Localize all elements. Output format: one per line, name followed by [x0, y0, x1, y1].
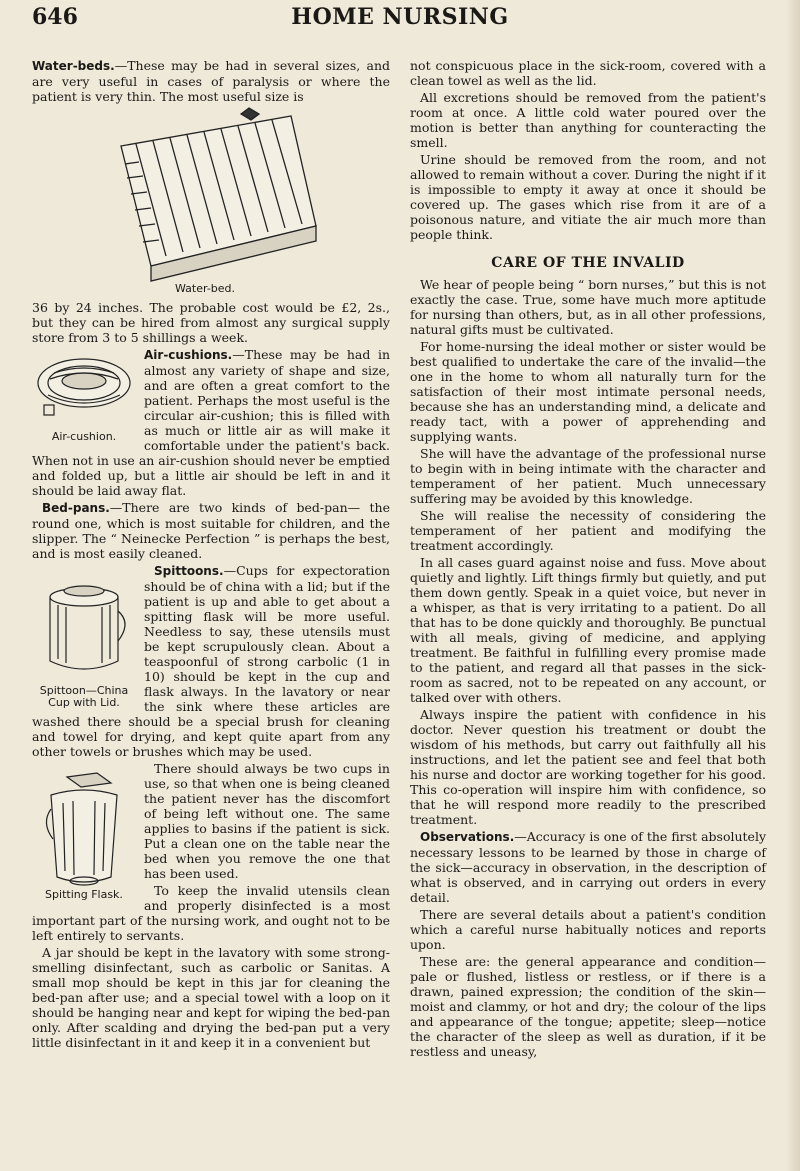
- waterbeds-size-paragraph: 36 by 24 inches. The probable cost would be £2, 2s., but they can be hired from almost any surgical supply store from 3 to 5 shillings a week.: [32, 300, 390, 345]
- continuation-paragraph: not conspicuous place in the sick-room, covered with a clean towel as well as the lid.: [410, 58, 766, 88]
- waterbed-caption: Water-bed.: [175, 282, 236, 295]
- observations-heading: Observations.: [420, 830, 515, 844]
- condition-paragraph: These are: the general appearance and condition—pale or flushed, listless or restless, or if there is a drawn, pained expression; the condition of the skin—moist and clammy, or hot and dry; the colour of the lips and appearance of the tongue; appetite; sleep—notice the character of the sleep as well as duration, if it be restless and uneasy,: [410, 954, 766, 1059]
- running-title: HOME NURSING: [291, 4, 509, 30]
- details-paragraph: There are several details about a patient's condition which a careful nurse habitually notices and reports upon.: [410, 907, 766, 952]
- doctor-confidence-paragraph: Always inspire the patient with confidence in his doctor. Never question his treatment or doubt the wisdom of his methods, but carry out faithfully all his instructions, and let the patient see and feel that both his nurse and doctor are working together for his good. This co-operation will inspire him with confidence, so that he will respond more readily to the prescribed treatment.: [410, 707, 766, 827]
- jar-paragraph: A jar should be kept in the lavatory with some strong-smelling disinfectant, such as carbolic or Sanitas. A small mop should be kept in this jar for cleaning the bed-pan after use; and a special towel with a loop on it should be hanging near and kept for wiping the bed-pan only. After scalding and drying the bed-pan put a very little disinfectant in it and keep it in a convenient but: [32, 945, 390, 1050]
- aircushions-heading: Air-cushions.: [144, 348, 233, 362]
- page-edge-shadow: [786, 0, 800, 1171]
- left-column: [32, 58, 390, 1052]
- aircushions-paragraph: Air-cushions.—These may be had in almost any variety of shape and size, and are often a great comfort to the patient. Perhaps the most useful is the circular air-cushion; this is filled with as much or little air as will make it comfortable under the patient's back. When not in use an air-cushion should never be emptied and folded up, but a little air should be left in and it should be laid away flat.: [32, 347, 390, 498]
- section-heading: CARE OF THE INVALID: [491, 255, 685, 271]
- cups-paragraph: There should always be two cups in use, so that when one is being cleaned the patient never has the discomfort of being left without one. The same applies to basins if the patient is sick. Put a clean one on the table near the bed when you remove the one that has been used.: [144, 761, 390, 881]
- noise-paragraph: In all cases guard against noise and fuss. Move about quietly and lightly. Lift things firmly but quietly, and put them down gently. Speak in a quiet voice, but never in a whisper, as that is very irritating to a patient. Do all that has to be done quickly and thoroughly. Be punctual with all meals, giving of medicine, and applying treatment. Be faithful in fulfilling every promise made to the patient, and regard all that passes in the sick-room as sacred, not to be repeated on any account, or talked over with others.: [410, 555, 766, 705]
- advantage-paragraph: She will have the advantage of the professional nurse to begin with in being intimate with the character and temperament of her patient. Much unnecessary suffering may be avoided by this knowledge.: [410, 446, 766, 506]
- spittoons-heading: Spittoons.: [154, 564, 224, 578]
- waterbeds-heading: Water-beds.: [32, 59, 115, 73]
- page-header: [32, 0, 768, 34]
- born-nurses-paragraph: We hear of people being “ born nurses,” but this is not exactly the case. True, some have much more aptitude for nursing than others, but, as in all other professions, natural gifts must be cultivated.: [410, 277, 766, 337]
- temperament-paragraph: She will realise the necessity of considering the temperament of her patient and modifying the treatment accordingly.: [410, 508, 766, 553]
- bedpans-paragraph: Bed-pans.—There are two kinds of bed-pan— the round one, which is most suitable for children, and the slipper. The “ Neinecke Perfection ” is perhaps the best, and is most easily cleaned.: [32, 500, 390, 561]
- flask-illustration: [37, 769, 131, 889]
- spittoon-figure: [32, 581, 136, 709]
- aircushion-illustration: [34, 349, 134, 431]
- bedpans-heading: Bed-pans.: [42, 501, 110, 515]
- spittoon-caption: Spittoon—China Cup with Lid.: [39, 684, 129, 709]
- flask-caption: Spitting Flask.: [45, 888, 123, 901]
- right-column: [410, 58, 766, 1061]
- waterbed-figure: [32, 106, 390, 296]
- waterbed-illustration: [91, 106, 331, 296]
- home-nursing-paragraph: For home-nursing the ideal mother or sister would be best qualified to undertake the care of the invalid—the one in the home to whom all naturally turn for the satisfaction of their most intimate personal needs, because she has an understanding mind, a delicate and ready tact, with a power of apprehending and supplying wants.: [410, 339, 766, 444]
- urine-paragraph: Urine should be removed from the room, and not allowed to remain without a cover. During the night if it is impossible to empty it away at once it should be covered up. The gases which rise from it are of a poisonous nature, and vitiate the air much more than people think.: [410, 152, 766, 242]
- excretions-paragraph: All excretions should be removed from the patient's room at once. A little cold water poured over the motion is better than anything for counteracting the smell.: [410, 90, 766, 150]
- page-number: 646: [32, 4, 78, 30]
- utensils-paragraph: To keep the invalid utensils clean and properly disinfected is a most important part of the nursing work, and ought not to be left entirely to servants.: [32, 883, 390, 943]
- flask-figure: [32, 769, 136, 901]
- spittoon-illustration: [36, 581, 132, 685]
- observations-paragraph: Observations.—Accuracy is one of the first absolutely necessary lessons to be learned by those in charge of the sick—accuracy in observation, in the description of what is observed, and in carrying out orders in every detail.: [410, 829, 766, 905]
- waterbeds-paragraph: Water-beds.—These may be had in several sizes, and are very useful in cases of paralysis or where the patient is very thin. The most useful size is: [32, 58, 390, 104]
- spittoons-paragraph: Spittoons.—Cups for expectoration should be of china with a lid; but if the patient is up and able to get about a spitting flask will be more useful. Needless to say, these utensils must be kept scrupulously clean. About a teaspoonful of strong carbolic (1 in 10) should be kept in the cup and flask always. In the lavatory or near the sink where these articles are washed there should be a special brush for cleaning and towel for drying, and kept quite apart from any other towels or brushes which may be used.: [32, 563, 390, 759]
- aircushion-caption: Air-cushion.: [51, 430, 117, 443]
- aircushion-figure: [32, 349, 136, 443]
